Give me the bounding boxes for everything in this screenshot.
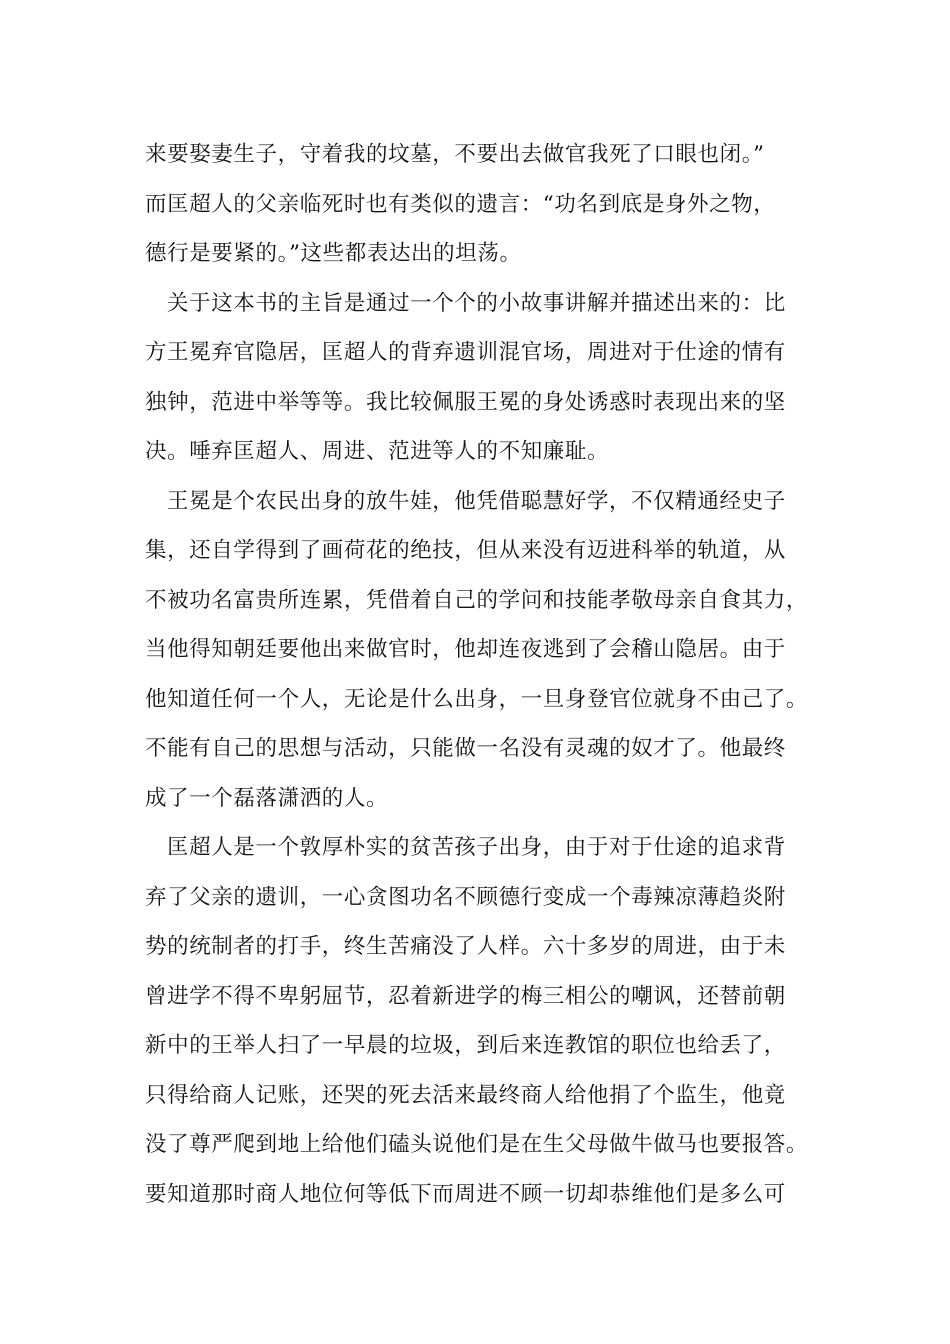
text-line: 当他得知朝廷要他出来做官时，他却连夜逃到了会稽山隐居。由于: [145, 637, 786, 662]
text-line: 不能有自己的思想与活动，只能做一名没有灵魂的奴才了。他最终: [145, 736, 786, 761]
text-line: 独钟，范进中举等等。我比较佩服王冕的身处诱惑时表现出来的坚: [145, 389, 786, 415]
text-line: 没了尊严爬到地上给他们磕头说他们是在生父母做牛做马也要报答。: [145, 1132, 809, 1157]
text-line: 他知道任何一个人，无论是什么出身，一旦身登官位就身不由己了。: [145, 686, 809, 712]
text-line: 集，还自学得到了画荷花的绝技，但从来没有迈进科举的轨道，从: [145, 538, 786, 563]
text-line: 不被功名富贵所连累，凭借着自己的学问和技能孝敬母亲自食其力，: [145, 587, 809, 613]
paragraph-first-line: 关于这本书的主旨是通过一个个的小故事讲解并描述出来的：比: [167, 290, 786, 316]
text-line: 方王冕弃官隐居，匡超人的背弃遗训混官场，周进对于仕途的情有: [145, 340, 786, 365]
paragraph-first-line: 匡超人是一个敦厚朴实的贫苦孩子出身，由于对于仕途的追求背: [167, 835, 786, 860]
text-line: 只得给商人记账，还哭的死去活来最终商人给他捐了个监生，他竟: [145, 1082, 786, 1108]
paragraph-first-line: 王冕是个农民出身的放牛娃，他凭借聪慧好学，不仅精通经史子: [167, 488, 786, 514]
text-line: 而匡超人的父亲临死时也有类似的遗言：“功名到底是身外之物，: [145, 191, 776, 217]
text-line: 要知道那时商人地位何等低下而周进不顾一切却恭维他们是多么可: [145, 1181, 786, 1207]
text-line: 决。唾弃匡超人、周进、范进等人的不知廉耻。: [145, 439, 610, 464]
text-line: 曾进学不得不卑躬屈节，忍着新进学的梅三相公的嘲讽，还替前朝: [145, 983, 786, 1009]
text-line: 德行是要紧的。”这些都表达出的坦荡。: [145, 241, 522, 266]
text-line: 弃了父亲的遗训，一心贪图功名不顾德行变成一个毒辣凉薄趋炎附: [145, 884, 786, 910]
text-line: 成了一个磊落潇洒的人。: [145, 785, 389, 811]
text-line: 势的统制者的打手，终生苦痛没了人样。六十多岁的周进，由于未: [145, 934, 786, 959]
text-line: 新中的王举人扫了一早晨的垃圾，到后来连教馆的职位也给丢了，: [145, 1033, 786, 1058]
body-text: [145, 130, 825, 1219]
text-line: 来要娶妻生子，守着我的坟墓，不要出去做官我死了口眼也闭。”: [145, 142, 765, 167]
